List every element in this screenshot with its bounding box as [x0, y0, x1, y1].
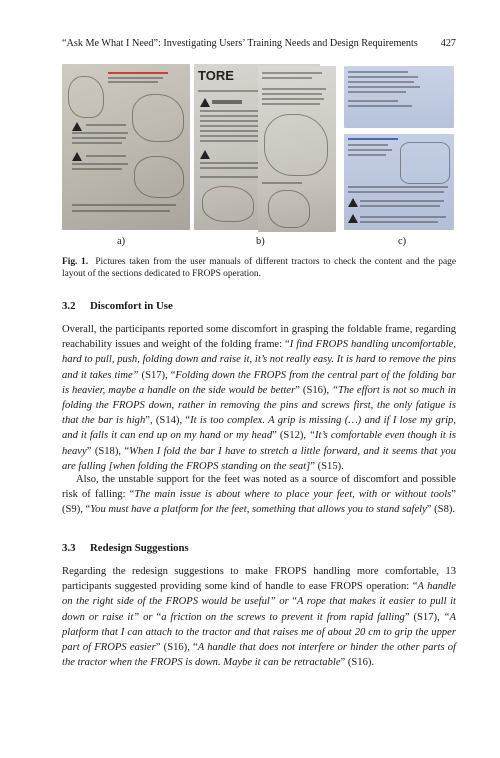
paragraph-redesign-1 — [62, 564, 456, 670]
text-run: ” (S15). — [310, 460, 344, 472]
quote-italic: “A platform that I can attach to the tractor and that raises me of about 20 cm to grip the upper part of FROPS easier — [62, 611, 456, 654]
paragraph-discomfort-2 — [62, 472, 456, 518]
paragraph-discomfort-1 — [62, 322, 456, 474]
photo-a — [62, 64, 190, 230]
quote-italic: The main issue is about where to place your feet, with or without tools — [134, 489, 452, 501]
subfigure-label-b: b) — [256, 236, 265, 247]
quote-italic: When I fold the bar I have to stretch a little forward, and it seems that you are falling [when folding the FROPS standing on the seat] — [62, 445, 456, 472]
running-title: “Ask Me What I Need”: Investigating Users’ Training Needs and Design Requirements — [62, 38, 418, 49]
text-run: (S17), “ — [138, 369, 176, 381]
quote-italic: A handle that does not interfere or hinder the other parts of the tractor when the FROPS is down. Maybe it can be retractable — [62, 642, 457, 669]
subfigure-label-a: a) — [117, 236, 126, 247]
quote-italic: a friction on the screws to prevent it from rapid falling — [161, 611, 405, 623]
text-run: ” (S9), “ — [62, 489, 456, 516]
text-run: ” (S18), “ — [86, 445, 130, 457]
quote-italic: “It’s comfortable even though it is heavy — [62, 430, 456, 457]
quote-italic: You must have a platform for the feet, something that allows you to stand safely — [90, 504, 427, 516]
section-number: 3.3 — [62, 542, 76, 554]
text-run: ” (S17), — [404, 611, 444, 623]
quote-italic: It is too complex. A grip is missing (…) and if I lose my grip, and it falls it can end up on my hand or my head — [62, 415, 456, 442]
text-run: Overall, the participants reported some discomfort in grasping the foldable frame, regarding reachability issues and weight of the folding frame: “ — [62, 324, 456, 351]
quote-italic: A handle on the right side of the FROPS would be useful” or — [62, 581, 456, 608]
text-run: ” (S12), — [272, 430, 310, 442]
photo-b-second — [258, 66, 336, 232]
page-number: 427 — [440, 38, 456, 49]
text-run: Regarding the redesign suggestions to make FROPS handling more comfortable, 13 participants suggested providing some kind of handle to ease FROPS operation: “ — [62, 566, 456, 593]
quote-italic: A rope that makes it easier to pull it down or raise it” or — [62, 596, 456, 623]
text-run: ” (S8). — [426, 504, 456, 516]
photo-b-heading: TORE — [198, 68, 234, 83]
text-run: ” (S16). — [340, 657, 375, 669]
quote-italic: Folding down the FROPS from the central part of the folding bar is heavier, maybe a handle on the side would be better — [62, 369, 456, 396]
figure-caption — [62, 256, 456, 281]
text-run: “ — [156, 611, 162, 623]
quote-italic: I find FROPS handling uncomfortable, hard to pull, push, folding down and raise it, it’s not really easy. It is hard to remove the pins and it takes time” — [62, 339, 456, 381]
section-title: Redesign Suggestions — [90, 542, 189, 554]
caption-text: Pictures taken from the user manuals of different tractors to check the content and the page layout of the sections dedicated to FROPS operation. — [62, 257, 456, 280]
running-head — [62, 38, 456, 49]
quote-italic: “The effort is not so much in folding the FROPS down, rather in removing the pins and screws first, the only fatigue is that the bar is high — [62, 384, 456, 427]
section-heading-3-2 — [62, 300, 173, 312]
text-run: Also, the unstable support for the feet was noted as a source of discomfort and possible risk of falling: “ — [62, 474, 456, 501]
text-run: ”, (S14), “ — [145, 415, 191, 427]
photo-c-top — [344, 66, 454, 128]
section-number: 3.2 — [62, 300, 76, 312]
caption-label: Fig. 1. — [62, 257, 89, 267]
text-run: ” (S16), — [295, 384, 333, 396]
section-heading-3-3 — [62, 542, 189, 554]
text-run: ” (S16), “ — [155, 642, 198, 654]
section-title: Discomfort in Use — [90, 300, 173, 312]
subfigure-label-c: c) — [398, 236, 407, 247]
photo-c-bottom — [344, 134, 454, 230]
text-run: “ — [292, 596, 297, 608]
